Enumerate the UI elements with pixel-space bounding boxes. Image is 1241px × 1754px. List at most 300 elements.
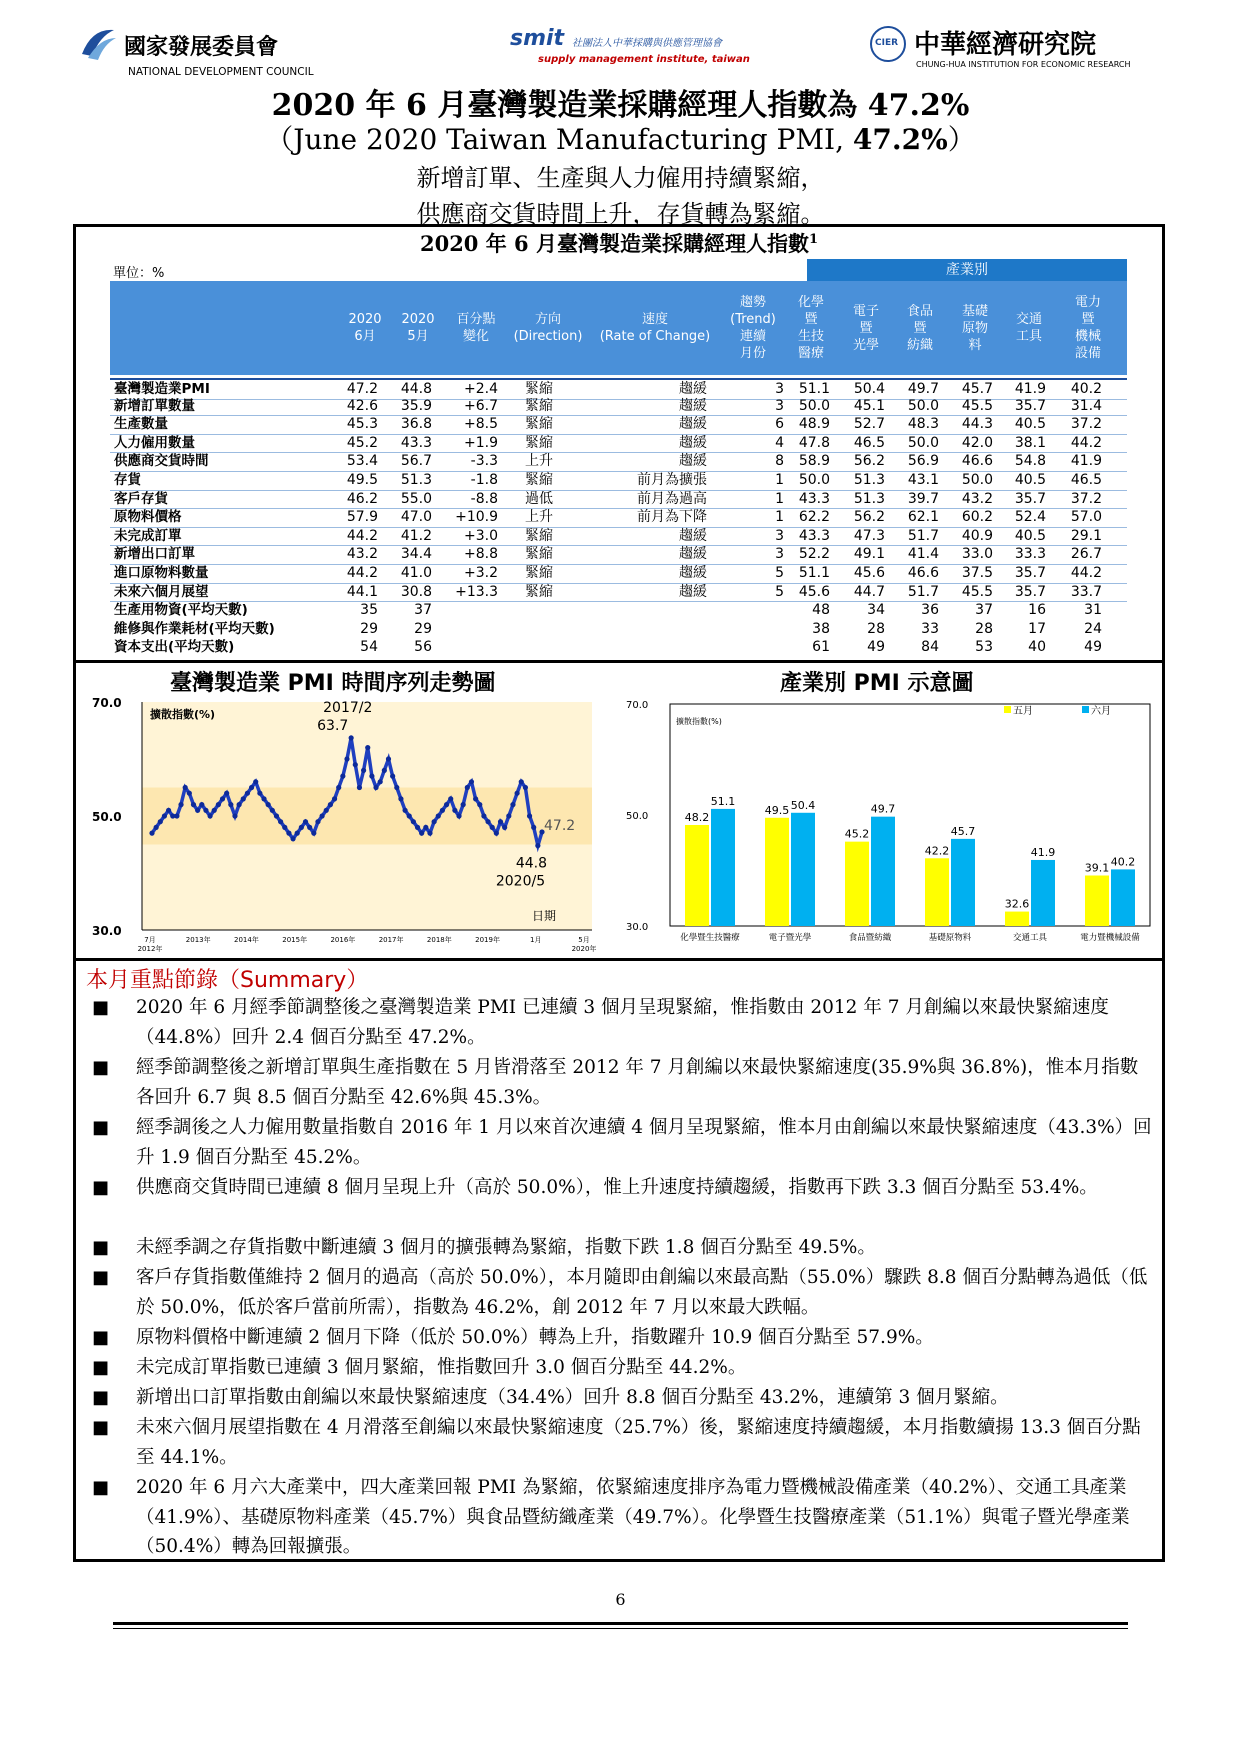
- bar-june: [1031, 860, 1055, 926]
- table-cell-i1: 61: [812, 639, 830, 656]
- pmi-point: [328, 802, 333, 807]
- pmi-point: [199, 802, 204, 807]
- summary-item: [92, 1473, 1152, 1562]
- table-cell-i1: 50.0: [798, 472, 830, 488]
- title-en-prefix: （June 2020 Taiwan Manufacturing PMI,: [265, 123, 853, 156]
- pmi-point: [411, 819, 416, 824]
- pmi-point: [228, 802, 233, 807]
- pmi-point: [315, 819, 320, 824]
- table-cell-dir: 緊縮: [525, 546, 553, 563]
- pmi-point: [473, 796, 478, 801]
- bar-value-label: 40.2: [1110, 855, 1136, 869]
- pmi-point: [382, 768, 387, 773]
- pmi-point: [386, 756, 391, 761]
- pmi-point: [398, 796, 403, 801]
- pmi-point: [257, 791, 262, 796]
- bullet-square-icon: ■: [92, 1417, 110, 1438]
- table-cell-i6: 26.7: [1070, 546, 1102, 563]
- table-cell-trend: 3: [775, 381, 784, 397]
- table-cell-i2: 28: [867, 620, 885, 637]
- table-row: [110, 471, 1127, 491]
- table-cell-trend: 8: [775, 453, 784, 470]
- pmi-point: [502, 825, 507, 830]
- table-cell-rate: 趨緩: [679, 397, 707, 414]
- table-cell-i4: 50.0: [961, 472, 993, 488]
- pmi-point: [158, 819, 163, 824]
- pmi-point: [519, 779, 524, 784]
- summary-item-text: 2020 年 6 月六大產業中，四大產業回報 PMI 為緊縮，依緊縮速度排序為電力暨機械設備產業（40.2%）、交通工具產業（41.9%）、基礎原物料產業（45.7%）與食品暨紡織產業（49.7%）。化學暨生技醫療產業（51.1%）與電子暨光學產業（50.4%）轉為回報擴張。: [136, 1477, 1130, 1557]
- column-header: 化學 暨 生技 醫療: [797, 295, 824, 361]
- pmi-point: [498, 819, 503, 824]
- table-cell-i5: 52.4: [1014, 509, 1046, 526]
- table-cell-i5: 35.7: [1014, 490, 1046, 507]
- table-cell-i1: 52.2: [798, 546, 830, 563]
- table-cell-dir: 緊縮: [525, 416, 553, 433]
- ndc-english-name: NATIONAL DEVELOPMENT COUNCIL: [128, 66, 314, 78]
- table-cell-i1: 43.3: [798, 490, 830, 507]
- table-cell-chg: +6.7: [464, 397, 498, 414]
- table-cell-rate: 趨緩: [679, 565, 707, 581]
- table-cell-trend: 3: [775, 527, 784, 544]
- summary-item-text: 經季節調整後之新增訂單與生產指數在 5 月皆滑落至 2012 年 7 月創編以來最快緊縮速度(35.9%與 36.8%)，惟本月指數各回升 6.7 與 8.5 個百分點至 42.6%與 45.3%。: [136, 1057, 1139, 1108]
- bar-value-label: 32.6: [1004, 897, 1030, 911]
- table-cell-i1: 48: [812, 602, 830, 619]
- table-cell-i1: 47.8: [798, 434, 830, 451]
- cier-name: 中華經濟研究院: [914, 30, 1097, 60]
- table-cell-i4: 45.5: [961, 583, 993, 600]
- table-cell-i4: 28: [975, 620, 993, 637]
- pmi-point: [295, 831, 300, 836]
- smit-english-name: supply management institute, taiwan: [538, 54, 750, 65]
- table-cell-name: 資本支出(平均天數): [114, 639, 235, 656]
- table-cell-may: 51.3: [400, 472, 432, 488]
- table-cell-trend: 5: [775, 583, 784, 600]
- table-cell-i1: 48.9: [798, 416, 830, 433]
- table-cell-may: 41.0: [400, 565, 432, 581]
- summary-item-text: 未經季調之存貨指數中斷連續 3 個月的擴張轉為緊縮，指數下跌 1.8 個百分點至 49.5%。: [136, 1237, 876, 1258]
- table-cell-name: 供應商交貨時間: [114, 453, 209, 470]
- y-tick-label: 70.0: [92, 696, 122, 710]
- footer-rule-thin: [113, 1628, 1128, 1629]
- table-cell-dir: 緊縮: [525, 397, 553, 414]
- y-axis-label: 擴散指數(%): [676, 717, 722, 726]
- table-cell-i3: 36: [921, 602, 939, 619]
- column-header: 趨勢 (Trend) 連續 月份: [730, 295, 776, 361]
- table-cell-rate: 趨緩: [679, 546, 707, 563]
- pmi-point: [535, 843, 540, 848]
- pmi-point: [187, 791, 192, 796]
- table-row: [110, 434, 1127, 454]
- table-cell-trend: 3: [775, 546, 784, 563]
- pmi-point: [506, 813, 511, 818]
- bar-may: [1005, 912, 1029, 926]
- pmi-point: [216, 802, 221, 807]
- x-tick-label: 2018年: [426, 936, 452, 944]
- table-cell-chg: +2.4: [464, 381, 498, 397]
- table-cell-jun: 45.2: [346, 434, 378, 451]
- page-number: 6: [615, 1590, 626, 1609]
- summary-item-text: 原物料價格中斷連續 2 個月下降（低於 50.0%）轉為上升，指數躍升 10.9 個百分點至 57.9%。: [136, 1327, 934, 1348]
- table-cell-jun: 45.3: [346, 416, 378, 433]
- bar-may: [845, 842, 869, 926]
- table-cell-i6: 41.9: [1070, 453, 1102, 470]
- pmi-point: [191, 802, 196, 807]
- table-cell-i4: 45.5: [961, 397, 993, 414]
- bar-june: [711, 809, 735, 926]
- summary-item-text: 新增出口訂單指數由創編以來最快緊縮速度（34.4%）回升 8.8 個百分點至 43.2%，連續第 3 個月緊縮。: [136, 1387, 1009, 1408]
- timeseries-line-chart: [90, 690, 610, 952]
- summary-item: [92, 1263, 1152, 1322]
- pmi-point: [461, 802, 466, 807]
- summary-item-text: 2020 年 6 月經季節調整後之臺灣製造業 PMI 已連續 3 個月呈現緊縮，惟指數由 2012 年 7 月創編以來最快緊縮速度（44.8%）回升 2.4 個百分點至 47.2%。: [136, 997, 1109, 1048]
- summary-title: 本月重點節錄（Summary）: [86, 968, 369, 993]
- table-cell-chg: +13.3: [455, 583, 498, 600]
- industry-group-header: 產業別: [807, 259, 1127, 281]
- table-cell-i6: 44.2: [1070, 434, 1102, 451]
- pmi-point: [415, 825, 420, 830]
- table-cell-i2: 47.3: [853, 527, 885, 544]
- pmi-point: [249, 785, 254, 790]
- table-cell-trend: 5: [775, 565, 784, 581]
- table-row: [110, 490, 1127, 510]
- table-header: [110, 281, 1127, 375]
- pmi-point: [407, 813, 412, 818]
- table-row: [110, 415, 1127, 435]
- table-cell-trend: 1: [775, 472, 784, 488]
- bullet-square-icon: ■: [92, 997, 110, 1018]
- bar-value-label: 41.9: [1030, 845, 1056, 859]
- summary-item: [92, 1413, 1152, 1472]
- table-cell-name: 存貨: [114, 472, 141, 488]
- x-tick-label: 7月 2012年: [137, 936, 163, 952]
- table-cell-jun: 35: [360, 602, 378, 619]
- table-cell-i1: 43.3: [798, 527, 830, 544]
- table-cell-trend: 4: [775, 434, 784, 451]
- footer-rule-thick: [113, 1622, 1128, 1625]
- table-cell-i1: 62.2: [798, 509, 830, 526]
- table-cell-i6: 37.2: [1070, 416, 1102, 433]
- table-cell-name: 原物料價格: [114, 509, 182, 526]
- table-row: [110, 452, 1127, 472]
- table-title-footnote: 1: [808, 232, 819, 247]
- smit-mark: smit: [510, 26, 565, 51]
- pmi-point: [207, 813, 212, 818]
- bar-may: [925, 858, 949, 926]
- table-cell-i3: 84: [921, 639, 939, 656]
- table-cell-jun: 44.2: [346, 527, 378, 544]
- pmi-point: [307, 825, 312, 830]
- table-cell-chg: +8.8: [464, 546, 498, 563]
- pmi-point: [178, 802, 183, 807]
- table-cell-rate: 趨緩: [679, 527, 707, 544]
- table-cell-chg: +3.2: [464, 565, 498, 581]
- table-cell-may: 35.9: [400, 397, 432, 414]
- table-cell-i3: 46.6: [907, 565, 939, 581]
- industry-chart-title: 產業別 PMI 示意圖: [780, 671, 974, 696]
- table-cell-may: 56: [414, 639, 432, 656]
- table-cell-jun: 57.9: [346, 509, 378, 526]
- smit-logo: [510, 28, 754, 70]
- table-cell-i6: 40.2: [1070, 381, 1102, 397]
- bar-june: [871, 817, 895, 926]
- table-cell-chg: -8.8: [470, 490, 498, 507]
- table-cell-i6: 57.0: [1070, 509, 1102, 526]
- table-cell-i3: 49.7: [907, 381, 939, 397]
- table-row: [110, 545, 1127, 565]
- table-cell-may: 47.0: [400, 509, 432, 526]
- pmi-point: [270, 808, 275, 813]
- column-header: 食品 暨 紡織: [906, 303, 933, 353]
- table-cell-i1: 51.1: [798, 565, 830, 581]
- table-cell-jun: 54: [360, 639, 378, 656]
- bar-value-label: 50.4: [790, 798, 816, 812]
- table-cell-i3: 43.1: [907, 472, 939, 488]
- table-cell-jun: 29: [360, 620, 378, 637]
- table-title: [76, 228, 1162, 258]
- pmi-point: [220, 796, 225, 801]
- table-cell-rate: 趨緩: [679, 434, 707, 451]
- bar-june: [951, 839, 975, 926]
- pmi-point: [436, 813, 441, 818]
- pmi-point: [349, 735, 354, 740]
- table-cell-i5: 35.7: [1014, 583, 1046, 600]
- bullet-square-icon: ■: [92, 1057, 110, 1078]
- table-cell-dir: 緊縮: [525, 527, 553, 544]
- table-cell-i6: 37.2: [1070, 490, 1102, 507]
- pmi-point: [336, 785, 341, 790]
- low-value-label: 44.8: [515, 855, 548, 872]
- table-row: [110, 583, 1127, 603]
- page-title: 2020 年 6 月臺灣製造業採購經理人指數為 47.2%: [271, 88, 970, 123]
- pmi-point: [378, 779, 383, 784]
- column-header: 電力 暨 機械 設備: [1074, 295, 1101, 361]
- table-cell-may: 29: [414, 620, 432, 637]
- table-cell-name: 臺灣製造業PMI: [114, 381, 210, 397]
- table-cell-i5: 17: [1028, 620, 1046, 637]
- bullet-square-icon: ■: [92, 1387, 110, 1408]
- pmi-point: [465, 785, 470, 790]
- cier-english-name: CHUNG-HUA INSTITUTION FOR ECONOMIC RESEARCH: [916, 60, 1131, 69]
- bar-value-label: 49.5: [764, 803, 790, 817]
- bullet-square-icon: ■: [92, 1177, 110, 1198]
- table-cell-chg: -3.3: [470, 453, 498, 470]
- summary-item: [92, 1233, 1152, 1263]
- table-cell-i4: 37: [975, 602, 993, 619]
- column-header: 2020 5月: [401, 312, 435, 344]
- table-cell-jun: 43.2: [346, 546, 378, 563]
- pmi-point: [266, 802, 271, 807]
- table-cell-jun: 53.4: [346, 453, 378, 470]
- table-cell-i3: 50.0: [907, 434, 939, 451]
- pmi-point: [282, 825, 287, 830]
- table-cell-dir: 過低: [525, 490, 553, 507]
- column-header: 基礎 原物 料: [961, 303, 988, 353]
- pmi-point: [432, 819, 437, 824]
- pmi-point: [527, 813, 532, 818]
- cier-mark: CIER: [875, 38, 899, 48]
- table-cell-trend: 3: [775, 397, 784, 414]
- pmi-point: [361, 768, 366, 773]
- table-row: [110, 620, 1127, 639]
- table-cell-i2: 56.2: [853, 509, 885, 526]
- table-cell-i3: 48.3: [907, 416, 939, 433]
- table-cell-i4: 60.2: [961, 509, 993, 526]
- table-cell-name: 人力僱用數量: [114, 434, 195, 451]
- pmi-point: [290, 836, 295, 841]
- summary-item: [92, 1053, 1152, 1112]
- pmi-point: [274, 813, 279, 818]
- bar-value-label: 42.2: [924, 844, 950, 858]
- table-cell-i5: 38.1: [1014, 434, 1046, 451]
- table-cell-chg: +1.9: [464, 434, 498, 451]
- table-cell-i5: 54.8: [1014, 453, 1046, 470]
- table-cell-rate: 趨緩: [679, 416, 707, 433]
- pmi-point: [332, 796, 337, 801]
- bar-june: [791, 813, 815, 926]
- table-cell-i5: 35.7: [1014, 397, 1046, 414]
- category-label: 電力暨機械設備: [1080, 933, 1140, 943]
- summary-item-text: 經季調後之人力僱用數量指數自 2016 年 1 月以來首次連續 4 個月呈現緊縮，惟本月由創編以來最快緊縮速度（43.3%）回升 1.9 個百分點至 45.2%。: [136, 1117, 1152, 1168]
- x-axis-label: 日期: [532, 909, 557, 923]
- table-cell-i3: 51.7: [907, 527, 939, 544]
- pmi-point: [183, 785, 188, 790]
- table-cell-rate: 趨緩: [679, 453, 707, 470]
- table-cell-may: 37: [414, 602, 432, 619]
- pmi-point: [373, 785, 378, 790]
- table-cell-jun: 44.1: [346, 583, 378, 600]
- low-date-label: 2020/5: [495, 873, 546, 890]
- summary-item-text: 供應商交貨時間已連續 8 個月呈現上升（高於 50.0%），惟上升速度持續趨緩，指數再下跌 3.3 個百分點至 53.4%。: [136, 1177, 1098, 1198]
- bullet-square-icon: ■: [92, 1357, 110, 1378]
- table-cell-i4: 46.6: [961, 453, 993, 470]
- table-cell-i1: 50.0: [798, 397, 830, 414]
- latest-value-label: 47.2: [544, 817, 576, 834]
- table-cell-i2: 45.1: [853, 397, 885, 414]
- x-tick-label: 2019年: [475, 936, 500, 944]
- table-cell-dir: 緊縮: [525, 434, 553, 451]
- table-cell-dir: 緊縮: [525, 381, 553, 397]
- x-tick-label: 1月: [530, 936, 542, 944]
- pmi-point: [369, 774, 374, 779]
- pmi-point: [241, 796, 246, 801]
- pmi-point: [232, 813, 237, 818]
- pmi-point: [224, 791, 229, 796]
- y-tick-label: 30.0: [92, 924, 122, 938]
- y-tick-label: 50.0: [626, 811, 649, 822]
- table-cell-name: 未完成訂單: [114, 527, 182, 544]
- pmi-point: [402, 808, 407, 813]
- pmi-point: [365, 745, 370, 750]
- bullet-square-icon: ■: [92, 1327, 110, 1348]
- pmi-point: [311, 831, 316, 836]
- table-cell-i4: 33.0: [961, 546, 993, 563]
- pmi-point: [195, 808, 200, 813]
- summary-item-text: 未來六個月展望指數在 4 月滑落至創編以來最快緊縮速度（25.7%）後，緊縮速度持續趨緩，本月指數續揚 13.3 個百分點至 44.1%。: [136, 1417, 1141, 1468]
- pmi-point: [494, 831, 499, 836]
- y-tick-label: 50.0: [92, 810, 122, 824]
- x-tick-label: 2015年: [282, 936, 308, 944]
- pmi-point: [320, 813, 325, 818]
- column-header: 百分點 變化: [456, 312, 496, 344]
- table-cell-i2: 56.2: [853, 453, 885, 470]
- bar-value-label: 39.1: [1084, 861, 1110, 875]
- subtitle-line-1: 新增訂單、生產與人力僱用持續緊縮，: [416, 164, 825, 192]
- y-axis-label: 擴散指數(%): [150, 708, 216, 721]
- legend-swatch: [1082, 706, 1089, 713]
- table-row: [110, 508, 1127, 528]
- x-tick-label: 2017年: [378, 936, 404, 944]
- industry-bar-chart: [624, 690, 1162, 952]
- category-label: 基礎原物料: [928, 933, 972, 943]
- table-cell-i2: 49: [867, 639, 885, 656]
- legend-label: 六月: [1091, 706, 1111, 717]
- pmi-point: [469, 779, 474, 784]
- table-cell-i2: 45.6: [853, 565, 885, 581]
- table-cell-name: 維修與作業耗材(平均天數): [114, 620, 275, 637]
- table-cell-i3: 51.7: [907, 583, 939, 600]
- x-tick-label: 2014年: [234, 936, 259, 944]
- table-cell-i6: 46.5: [1070, 472, 1102, 488]
- table-cell-name: 客戶存貨: [114, 490, 168, 507]
- x-tick-label: 2016年: [330, 936, 356, 944]
- title-en-suffix: ）: [947, 123, 976, 156]
- column-header: 速度 (Rate of Change): [599, 312, 711, 344]
- table-cell-i2: 50.4: [853, 381, 885, 397]
- ndc-emblem-icon: [78, 24, 118, 62]
- pmi-point: [485, 819, 490, 824]
- table-cell-trend: 1: [775, 490, 784, 507]
- pmi-point: [340, 774, 345, 779]
- table-cell-may: 41.2: [400, 527, 432, 544]
- y-tick-label: 70.0: [626, 700, 649, 711]
- table-cell-jun: 49.5: [346, 472, 378, 488]
- table-cell-i3: 56.9: [907, 453, 939, 470]
- table-cell-i2: 44.7: [853, 583, 885, 600]
- pmi-point: [203, 808, 208, 813]
- pmi-point: [481, 813, 486, 818]
- table-cell-i5: 41.9: [1014, 381, 1046, 397]
- table-cell-i5: 35.7: [1014, 565, 1046, 581]
- bar-value-label: 48.2: [684, 810, 710, 824]
- table-cell-i2: 34: [867, 602, 885, 619]
- table-cell-may: 44.8: [400, 381, 432, 397]
- table-cell-i3: 62.1: [907, 509, 939, 526]
- bar-value-label: 45.7: [950, 824, 976, 838]
- table-cell-rate: 前月為下降: [637, 509, 707, 526]
- pmi-point: [212, 808, 217, 813]
- table-cell-i5: 40.5: [1014, 527, 1046, 544]
- pmi-point: [303, 819, 308, 824]
- bar-june: [1111, 869, 1135, 926]
- bullet-square-icon: ■: [92, 1267, 110, 1288]
- bar-value-label: 51.1: [710, 794, 736, 808]
- table-cell-i2: 51.3: [853, 472, 885, 488]
- pmi-point: [286, 831, 291, 836]
- table-cell-may: 43.3: [400, 434, 432, 451]
- table-cell-rate: 趨緩: [679, 381, 707, 397]
- summary-item: [92, 1353, 1152, 1383]
- table-cell-i4: 40.9: [961, 527, 993, 544]
- table-cell-i1: 38: [812, 620, 830, 637]
- table-cell-dir: 緊縮: [525, 565, 553, 581]
- table-cell-chg: +10.9: [455, 509, 498, 526]
- summary-item: [92, 1383, 1152, 1413]
- table-cell-i4: 43.2: [961, 490, 993, 507]
- pmi-point: [237, 802, 242, 807]
- table-cell-i3: 41.4: [907, 546, 939, 563]
- pmi-point: [344, 756, 349, 761]
- bar-may: [765, 818, 789, 926]
